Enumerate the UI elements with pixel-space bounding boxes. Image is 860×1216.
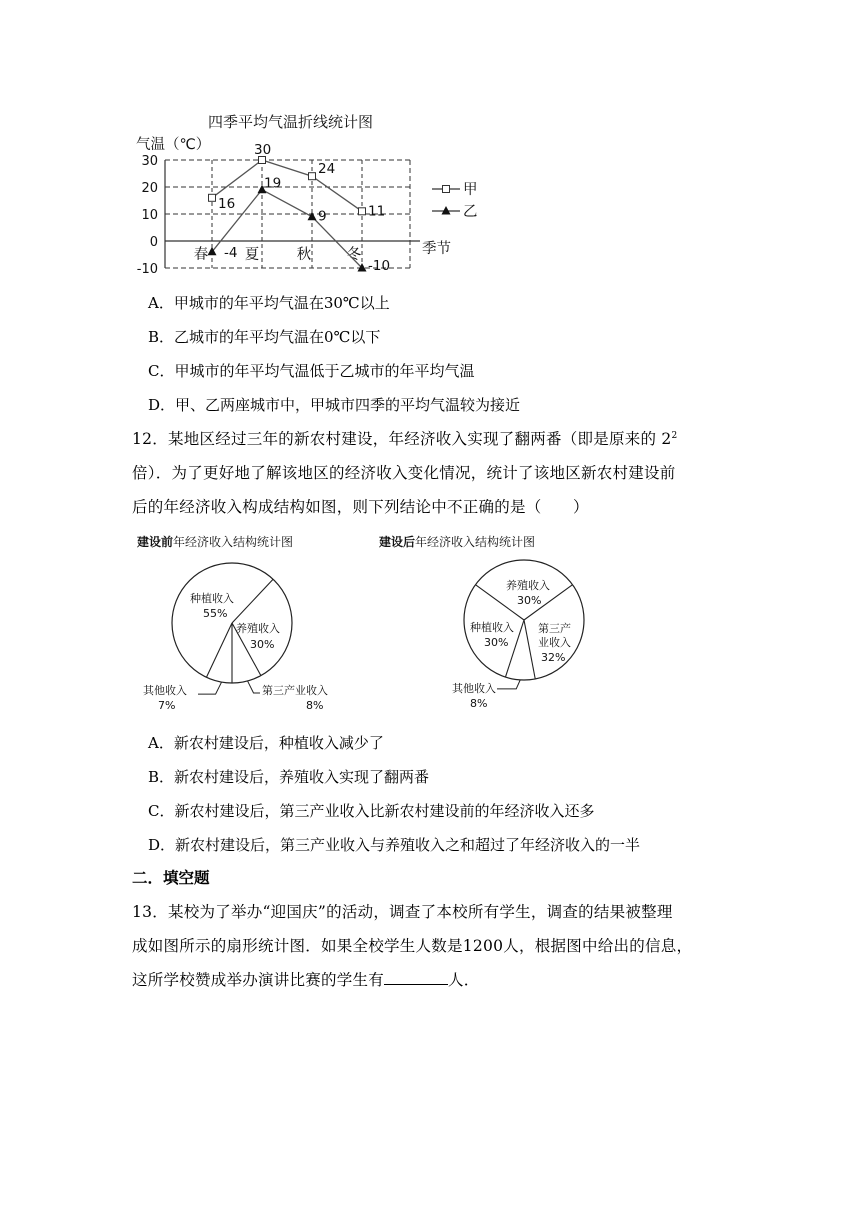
- y-tick-label: 10: [141, 208, 158, 223]
- slice-label-third-2: 业收入: [538, 636, 571, 649]
- slice-value-plant: 30%: [484, 636, 509, 649]
- pie-title-rest: 年经济收入结构统计图: [415, 535, 536, 549]
- slice-value-third: 32%: [541, 651, 566, 664]
- slice-value-third: 8%: [306, 699, 324, 712]
- x-axis-label: 季节: [422, 241, 451, 257]
- data-label-jia: 30: [254, 142, 272, 158]
- pie-title-bold: 建设前: [137, 535, 174, 549]
- data-label-jia: 16: [218, 195, 236, 212]
- q11-option-c[interactable]: C．甲城市的年平均气温低于乙城市的年平均气温: [148, 362, 475, 380]
- slice-value-other: 7%: [158, 699, 176, 712]
- q12-option-a[interactable]: A．新农村建设后，种植收入减少了: [148, 734, 384, 752]
- data-label-yi: 19: [264, 175, 282, 192]
- series-point-jia: [359, 208, 366, 215]
- x-category-label: 秋: [296, 247, 312, 263]
- pie-title: [379, 534, 535, 549]
- series-point-jia: [209, 194, 216, 201]
- x-category-label: 春: [193, 247, 209, 263]
- q12-exponent: 2: [671, 430, 678, 441]
- y-tick-label: 0: [149, 235, 158, 250]
- data-label-jia: 24: [318, 161, 336, 178]
- leader-other: [198, 682, 222, 694]
- y-tick-label: 20: [141, 181, 158, 196]
- y-tick-labels: [137, 154, 158, 277]
- pie-title-rest: 年经济收入结构统计图: [173, 535, 294, 549]
- q12-option-b[interactable]: B．新农村建设后，养殖收入实现了翻两番: [148, 768, 430, 786]
- pie-title: [137, 534, 293, 549]
- q13-answer-blank[interactable]: [384, 970, 448, 985]
- y-tick-label: -10: [136, 262, 158, 277]
- y-axis-label: 气温（℃）: [136, 137, 211, 153]
- legend-marker-yi: [442, 206, 451, 215]
- temperature-line-chart: [0, 0, 860, 290]
- data-label-jia: 11: [368, 203, 386, 220]
- series-point-yi: [308, 212, 317, 221]
- q12-option-d[interactable]: D．新农村建设后，第三产业收入与养殖收入之和超过了年经济收入的一半: [148, 836, 641, 854]
- legend-label-yi: 乙: [463, 204, 478, 220]
- leader-third: [248, 681, 260, 693]
- q12-stem-text: 12．某地区经过三年的新农村建设，年经济收入实现了翻两番（即是原来的 2: [132, 430, 672, 448]
- slice-label-breed: 养殖收入: [506, 579, 550, 592]
- data-label-yi: -10: [368, 258, 391, 274]
- q13-stem-end: 人．: [448, 971, 480, 989]
- slice-label-breed: 养殖收入: [236, 622, 280, 635]
- data-label-yi: -4: [224, 244, 238, 261]
- pie-before: [137, 534, 328, 712]
- q12-stem-line-2: 倍）．为了更好地了解该地区的经济收入变化情况，统计了该地区新农村建设前: [132, 464, 676, 482]
- chart-title: 四季平均气温折线统计图: [208, 113, 374, 131]
- leader-other: [497, 680, 520, 689]
- slice-label-third: 第三产业收入: [262, 684, 328, 697]
- slice-value-plant: 55%: [203, 607, 228, 620]
- slice-value-breed: 30%: [250, 638, 275, 651]
- q12-stem-line-1: [132, 427, 678, 449]
- q11-option-b[interactable]: B．乙城市的年平均气温在0℃以下: [148, 328, 381, 346]
- x-category-label: 夏: [244, 247, 260, 263]
- q11-option-d[interactable]: D．甲、乙两座城市中，甲城市四季的平均气温较为接近: [148, 396, 521, 414]
- income-pie-charts: [0, 525, 860, 720]
- legend-label-jia: 甲: [463, 182, 478, 198]
- x-category-label: 冬: [346, 247, 362, 263]
- y-tick-label: 30: [141, 154, 158, 169]
- q13-stem-line-2: 成如图所示的扇形统计图．如果全校学生人数是1200人，根据图中给出的信息，: [132, 937, 693, 955]
- slice-label-other: 其他收入: [452, 682, 496, 695]
- q11-option-a[interactable]: A．甲城市的年平均气温在30℃以上: [148, 294, 390, 312]
- data-label-yi: 9: [318, 208, 327, 225]
- q12-option-c[interactable]: C．新农村建设后，第三产业收入比新农村建设前的年经济收入还多: [148, 802, 595, 820]
- slice-label-other: 其他收入: [143, 684, 187, 697]
- slice-label-third-1: 第三产: [538, 622, 571, 635]
- pie-title-bold: 建设后: [379, 535, 416, 549]
- slice-value-other: 8%: [470, 697, 488, 710]
- x-category-labels: [194, 245, 362, 263]
- q13-stem-line-1: 13．某校为了举办“迎国庆”的活动，调查了本校所有学生，调查的结果被整理: [132, 903, 673, 921]
- slice-label-plant: 种植收入: [190, 592, 234, 605]
- slice-label-plant: 种植收入: [470, 621, 514, 634]
- pie-after: [379, 534, 584, 710]
- q13-stem-text: 这所学校赞成举办演讲比赛的学生有: [132, 971, 385, 989]
- series-point-jia: [309, 173, 316, 180]
- legend-marker-jia: [443, 186, 450, 193]
- slice-value-breed: 30%: [517, 594, 542, 607]
- chart-legend: [432, 181, 478, 220]
- section-heading-fill-blank: 二．填空题: [132, 868, 210, 887]
- q13-stem-line-3: [132, 968, 480, 990]
- q12-stem-line-3: 后的年经济收入构成结构如图，则下列结论中不正确的是（ ）: [132, 498, 589, 516]
